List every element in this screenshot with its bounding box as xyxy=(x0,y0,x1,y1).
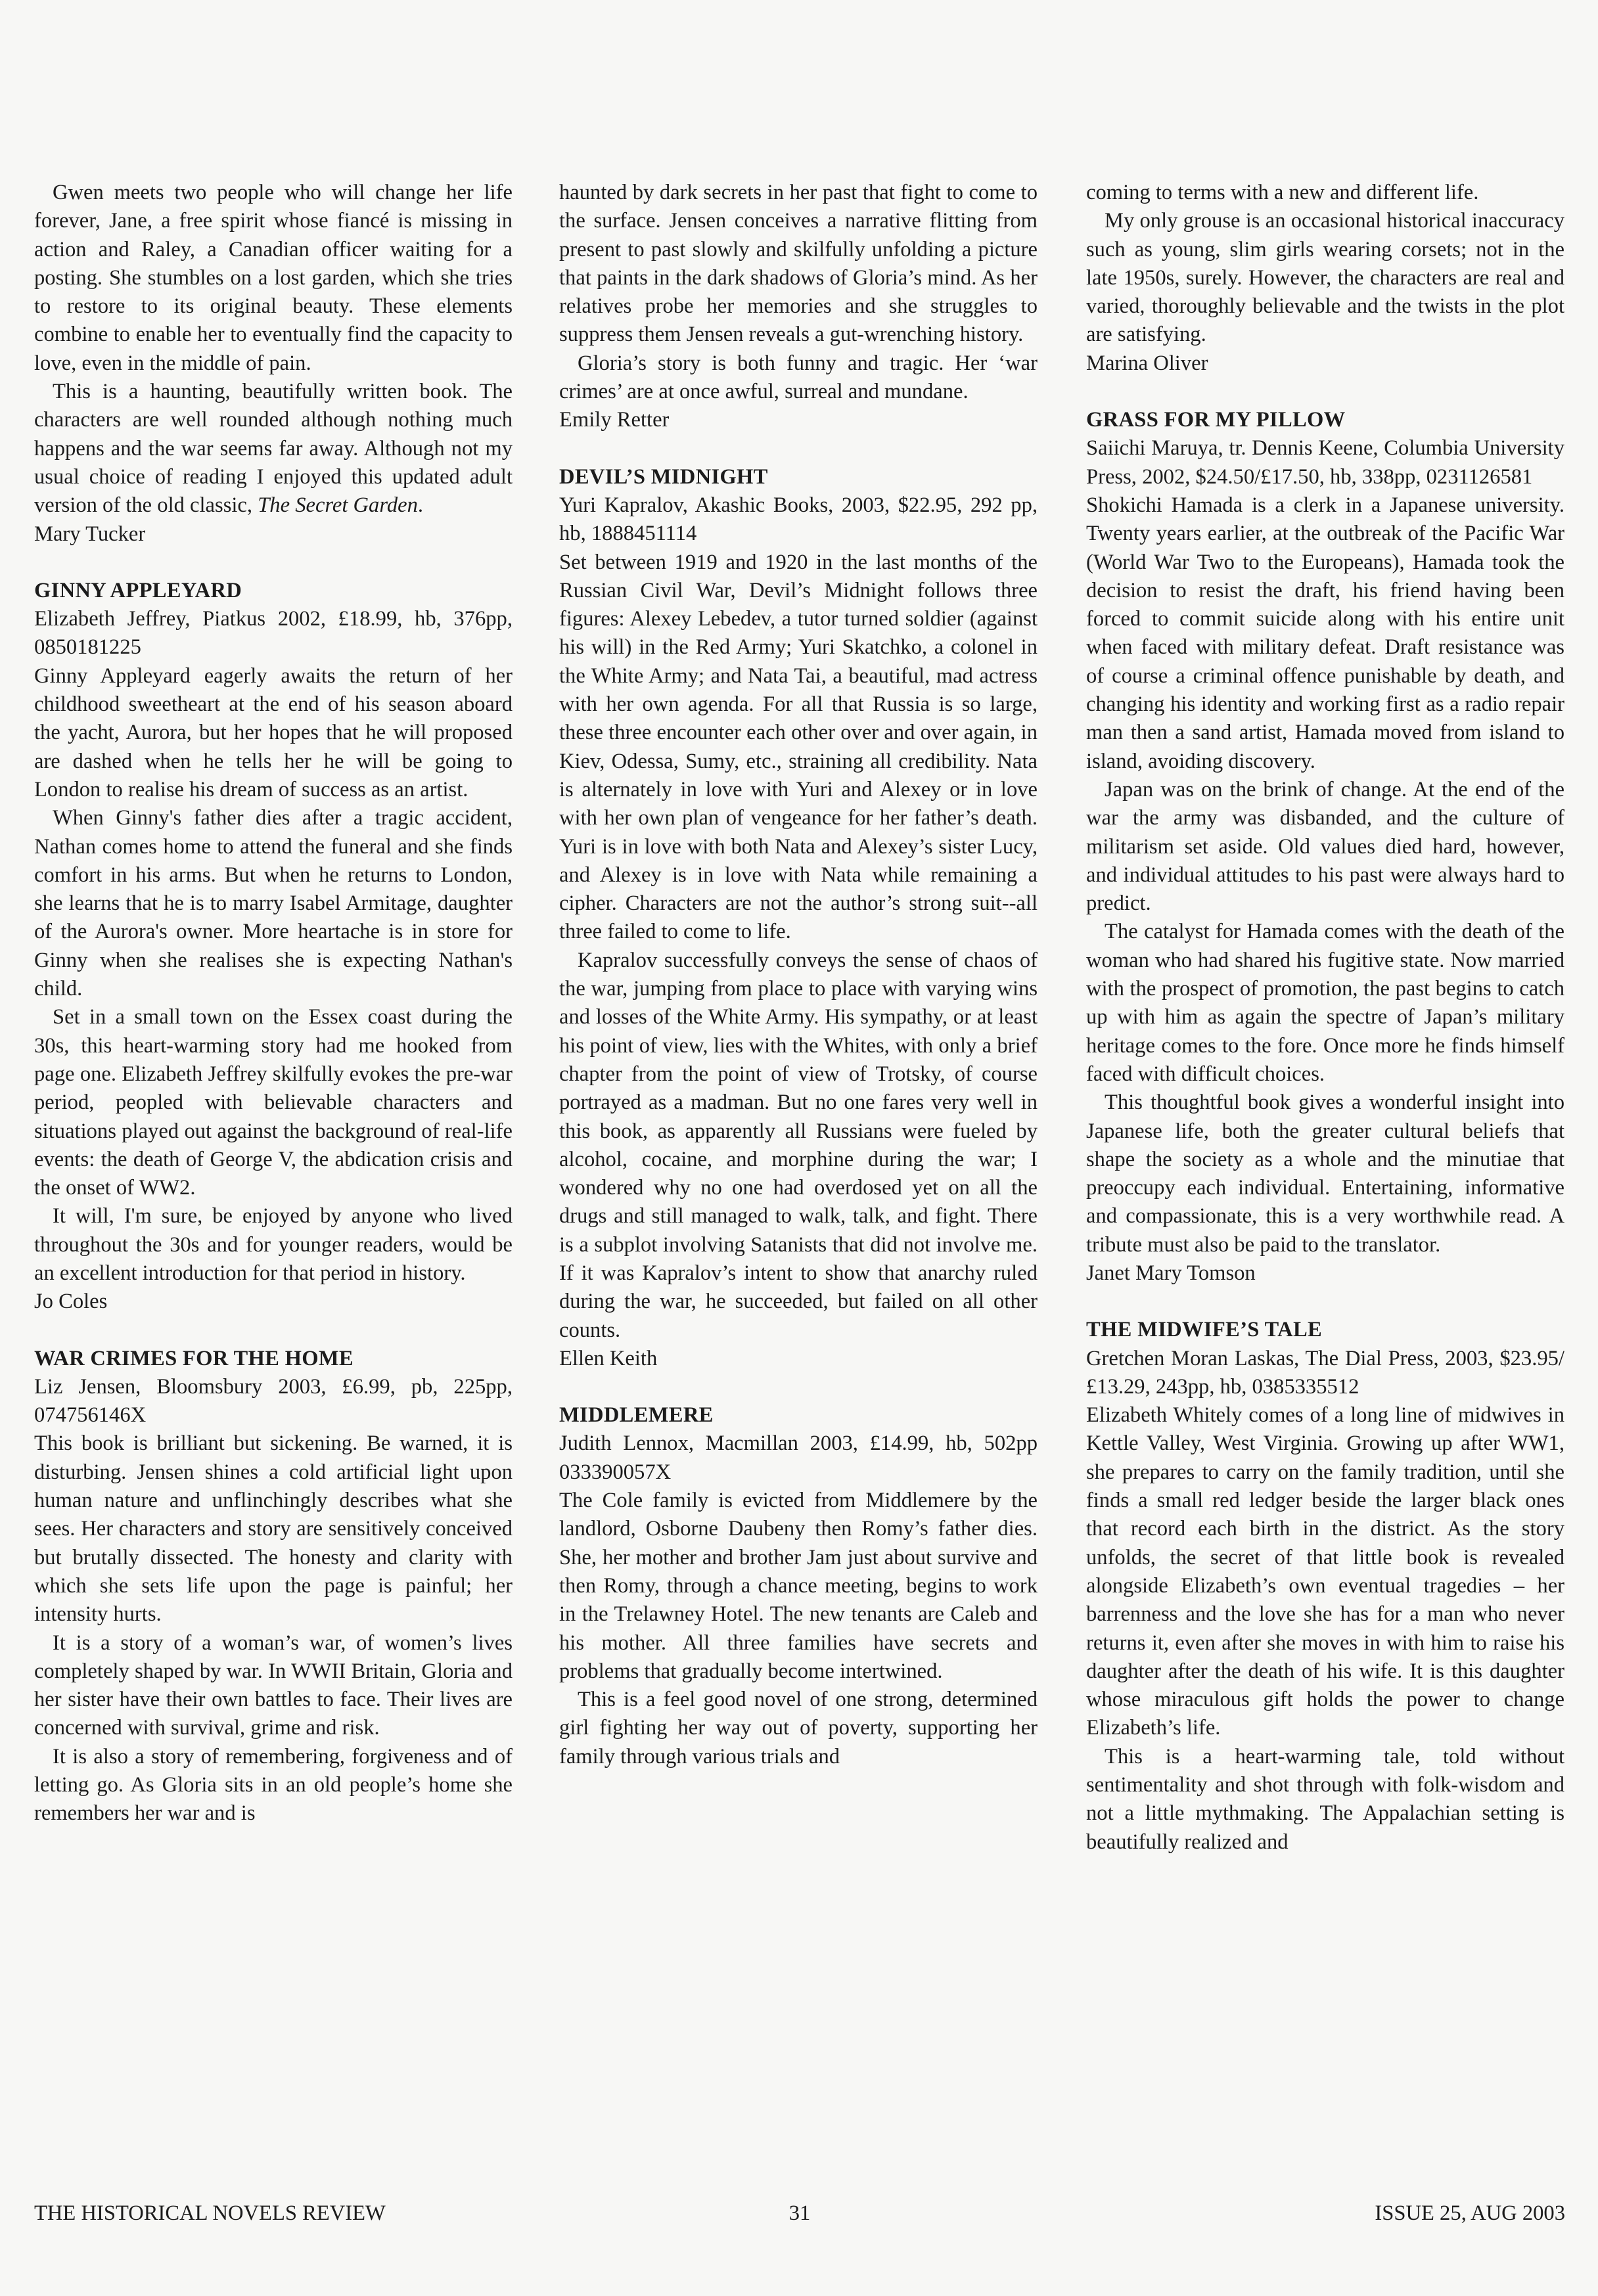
spacer xyxy=(559,435,1038,463)
reviewer-name: Jo Coles xyxy=(34,1290,108,1314)
paragraph: This is a feel good novel of one strong, determined girl fighting her way out of poverty, supporting her family through various trials and xyxy=(559,1688,1038,1768)
paragraph: Gwen meets two people who will change her life forever, Jane, a free spirit whose fiancé is missing in action and Raley, a Canadian officer waiting for a posting. She stumbles on a lost garden, which she tries to restore to its original beauty. These elements combine to enable her to eventually find the capacity to love, even in the middle of pain. xyxy=(34,181,513,375)
paragraph: coming to terms with a new and different life. xyxy=(1086,181,1479,204)
spacer xyxy=(1086,1288,1564,1316)
spacer xyxy=(1086,378,1564,406)
review-heading: DEVIL’S MIDNIGHT xyxy=(559,464,768,489)
review-heading: THE MIDWIFE’S TALE xyxy=(1086,1318,1323,1342)
spacer xyxy=(34,1317,513,1345)
review-heading: WAR CRIMES FOR THE HOME xyxy=(34,1346,354,1370)
reviewer-name: Emily Retter xyxy=(559,408,670,432)
paragraph: This is a heart-warming tale, told without sentimentality and shot through with folk-wisdom and not a little mythmaking. The Appalachian setting is beautifully realized and xyxy=(1086,1744,1564,1854)
paragraph-text: . xyxy=(417,493,424,518)
paragraph: It is a story of a woman’s war, of women’s lives completely shaped by war. In WWII Britain, Gloria and her sister have their own battles to face. Their lives are concerned with survival, grime and risk. xyxy=(34,1631,513,1740)
paragraph: Shokichi Hamada is a clerk in a Japanese university. Twenty years earlier, at the outbreak of the Pacific War (World War Two to the Europeans), Hamada took the decision to resist the draft, his friend having been forced to commit suicide along with his entire unit when faced with military defeat. Draft resistance was of course a criminal offence punishable by death, and changing his identity and working first as a radio repair man then a sand artist, Hamada moved from island to island, avoiding discovery. xyxy=(1086,493,1564,773)
paragraph: Japan was on the brink of change. At the end of the war the army was disbanded, and the culture of militarism set aside. Old values died hard, however, and individual attitudes to his past were always hard to predict. xyxy=(1086,777,1564,916)
reviewer-name: Mary Tucker xyxy=(34,522,146,546)
paragraph: Kapralov successfully conveys the sense of chaos of the war, jumping from place to place with varying wins and losses of the White Army. His sympathy, or at least his point of view, lies with the Whites, with only a brief chapter from the point of view of Trotsky, of course portrayed as a madman. But no one fares very well in this book, as apparently all Russians were fueled by alcohol, cocaine, and morphine during the war; I wondered why no one had overdosed yet on all the drugs and still managed to walk, talk, and fight. There is a subplot involving Satanists that did not involve me. If it was Kapralov’s intent to show that anarchy ruled during the war, he succeeded, but failed on all other counts. xyxy=(559,948,1038,1342)
paragraph: haunted by dark secrets in her past that fight to come to the surface. Jensen conceives a narrative flitting from present to past slowly and skilfully unfolding a picture that paints in the dark shadows of Gloria’s mind. As her relatives probe her memories and she struggles to suppress them Jensen reveals a gut-wrenching history. xyxy=(559,181,1038,347)
column-2 xyxy=(559,179,1038,2064)
page-footer xyxy=(34,2197,1565,2230)
paragraph: This book is brilliant but sickening. Be warned, it is disturbing. Jensen shines a cold artificial light upon human nature and unflinchingly describes what she sees. Her characters and story are sensitively conceived but brutally dissected. The honesty and clarity with which she sets life upon the page is painful; her intensity hurts. xyxy=(34,1431,513,1627)
book-title-italic: The Secret Garden xyxy=(258,493,418,518)
paragraph: This thoughtful book gives a wonderful insight into Japanese life, both the greater cultural beliefs that shape the society as a whole and the minutiae that preoccupy each individual. Entertaining, informative and compassionate, this is a very worthwhile read. A tribute must also be paid to the translator. xyxy=(1086,1091,1564,1257)
review-bibliographic-info: Judith Lennox, Macmillan 2003, £14.99, hb, 502pp 033390057X xyxy=(559,1431,1038,1484)
column-3 xyxy=(1086,179,1564,2064)
publication-name: THE HISTORICAL NOVELS REVIEW xyxy=(34,2201,386,2225)
review-bibliographic-info: Gretchen Moran Laskas, The Dial Press, 2003, $23.95/£13.29, 243pp, hb, 0385335512 xyxy=(1086,1346,1564,1399)
paragraph: Set in a small town on the Essex coast during the 30s, this heart-warming story had me hooked from page one. Elizabeth Jeffrey skilfully evokes the pre-war period, peopled with believable characters and situations played out against the background of real-life events: the death of George V, the abdication crisis and the onset of WW2. xyxy=(34,1005,513,1200)
review-heading: GRASS FOR MY PILLOW xyxy=(1086,408,1346,432)
reviewer-name: Ellen Keith xyxy=(559,1346,658,1370)
review-bibliographic-info: Elizabeth Jeffrey, Piatkus 2002, £18.99, hb, 376pp, 0850181225 xyxy=(34,607,513,660)
spacer xyxy=(559,1373,1038,1401)
paragraph: Ginny Appleyard eagerly awaits the return of her childhood sweetheart at the end of his season aboard the yacht, Aurora, but her hopes that he will proposed are dashed when he tells her he will be going to London to realise his dream of success as an artist. xyxy=(34,664,513,801)
paragraph: It is also a story of remembering, forgiveness and of letting go. As Gloria sits in an old people’s home she remembers her war and is xyxy=(34,1744,513,1826)
paragraph: It will, I'm sure, be enjoyed by anyone who lived throughout the 30s and for younger readers, would be an excellent introduction for that period in history. xyxy=(34,1204,513,1285)
paragraph: The catalyst for Hamada comes with the death of the woman who had shared his fugitive state. Now married with the prospect of promotion, the past begins to catch up with him as again the spectre of Japan’s military heritage comes to the fore. Once more he finds himself faced with difficult choices. xyxy=(1086,920,1564,1086)
issue-info: ISSUE 25, AUG 2003 xyxy=(1375,2201,1565,2225)
reviewer-name: Marina Oliver xyxy=(1086,351,1208,375)
spacer xyxy=(34,549,513,577)
review-bibliographic-info: Saiichi Maruya, tr. Dennis Keene, Columbia University Press, 2002, $24.50/£17.50, hb, 338pp, 0231126581 xyxy=(1086,436,1564,489)
paragraph: My only grouse is an occasional historical inaccuracy such as young, slim girls wearing corsets; not in the late 1950s, surely. However, the characters are real and varied, thoroughly believable and the twists in the plot are satisfying. xyxy=(1086,209,1564,347)
review-heading: GINNY APPLEYARD xyxy=(34,578,242,602)
paragraph: The Cole family is evicted from Middlemere by the landlord, Osborne Daubeny then Romy’s father dies. She, her mother and brother Jam just about survive and then Romy, through a chance meeting, begins to work in the Trelawney Hotel. The new tenants are Caleb and his mother. All three families have secrets and problems that gradually become intertwined. xyxy=(559,1489,1038,1683)
reviewer-name: Janet Mary Tomson xyxy=(1086,1261,1256,1285)
paragraph: Gloria’s story is both funny and tragic. Her ‘war crimes’ are at once awful, surreal and mundane. xyxy=(559,351,1038,404)
paragraph: Set between 1919 and 1920 in the last months of the Russian Civil War, Devil’s Midnight follows three figures: Alexey Lebedev, a tutor turned soldier (against his will) in the Red Army; Yuri Skatchko, a colonel in the White Army; and Nata Tai, a beautiful, mad actress with her own agenda. For all that Russia is so large, these three encounter each other over and over again, in Kiev, Odessa, Sumy, etc., straining all credibility. Nata is alternately in love with Yuri and Alexey or in love with her own plan of vengeance for her father’s death. Yuri is in love with both Nata and Alexey’s sister Lucy, and Alexey is in love with Nata while remaining a cipher. Characters are not the author’s strong suit--all three failed to come to life. xyxy=(559,550,1038,944)
page-number: 31 xyxy=(788,2201,811,2225)
paragraph xyxy=(34,378,513,520)
review-heading: MIDDLEMERE xyxy=(559,1403,714,1428)
review-bibliographic-info: Liz Jensen, Bloomsbury 2003, £6.99, pb, 225pp, 074756146X xyxy=(34,1374,513,1428)
paragraph-text: This is a haunting, beautifully written book. The characters are well rounded although nothing much happens and the war seems far away. Although not my usual choice of reading I enjoyed this updated adult version of the old classic, xyxy=(34,380,513,518)
column-1 xyxy=(34,179,513,2064)
review-bibliographic-info: Yuri Kapralov, Akashic Books, 2003, $22.95, 292 pp, hb, 1888451114 xyxy=(559,493,1038,546)
paragraph: When Ginny's father dies after a tragic accident, Nathan comes home to attend the funeral and she finds comfort in his arms. But when he returns to London, she learns that he is to marry Isabel Armitage, daughter of the Aurora's owner. More heartache is in store for Ginny when she realises she is expecting Nathan's child. xyxy=(34,806,513,1001)
paragraph: Elizabeth Whitely comes of a long line of midwives in Kettle Valley, West Virginia. Growing up after WW1, she prepares to carry on the family tradition, until she finds a small red ledger beside the larger black ones that record each birth in the district. As the story unfolds, the secret of that little book is revealed alongside Elizabeth’s own eventual tragedies – her barrenness and the love she has for a man who never returns it, even after she moves in with him to raise his daughter after the death of his wife. It is this daughter whose miraculous gift holds the power to change Elizabeth’s life. xyxy=(1086,1403,1564,1740)
